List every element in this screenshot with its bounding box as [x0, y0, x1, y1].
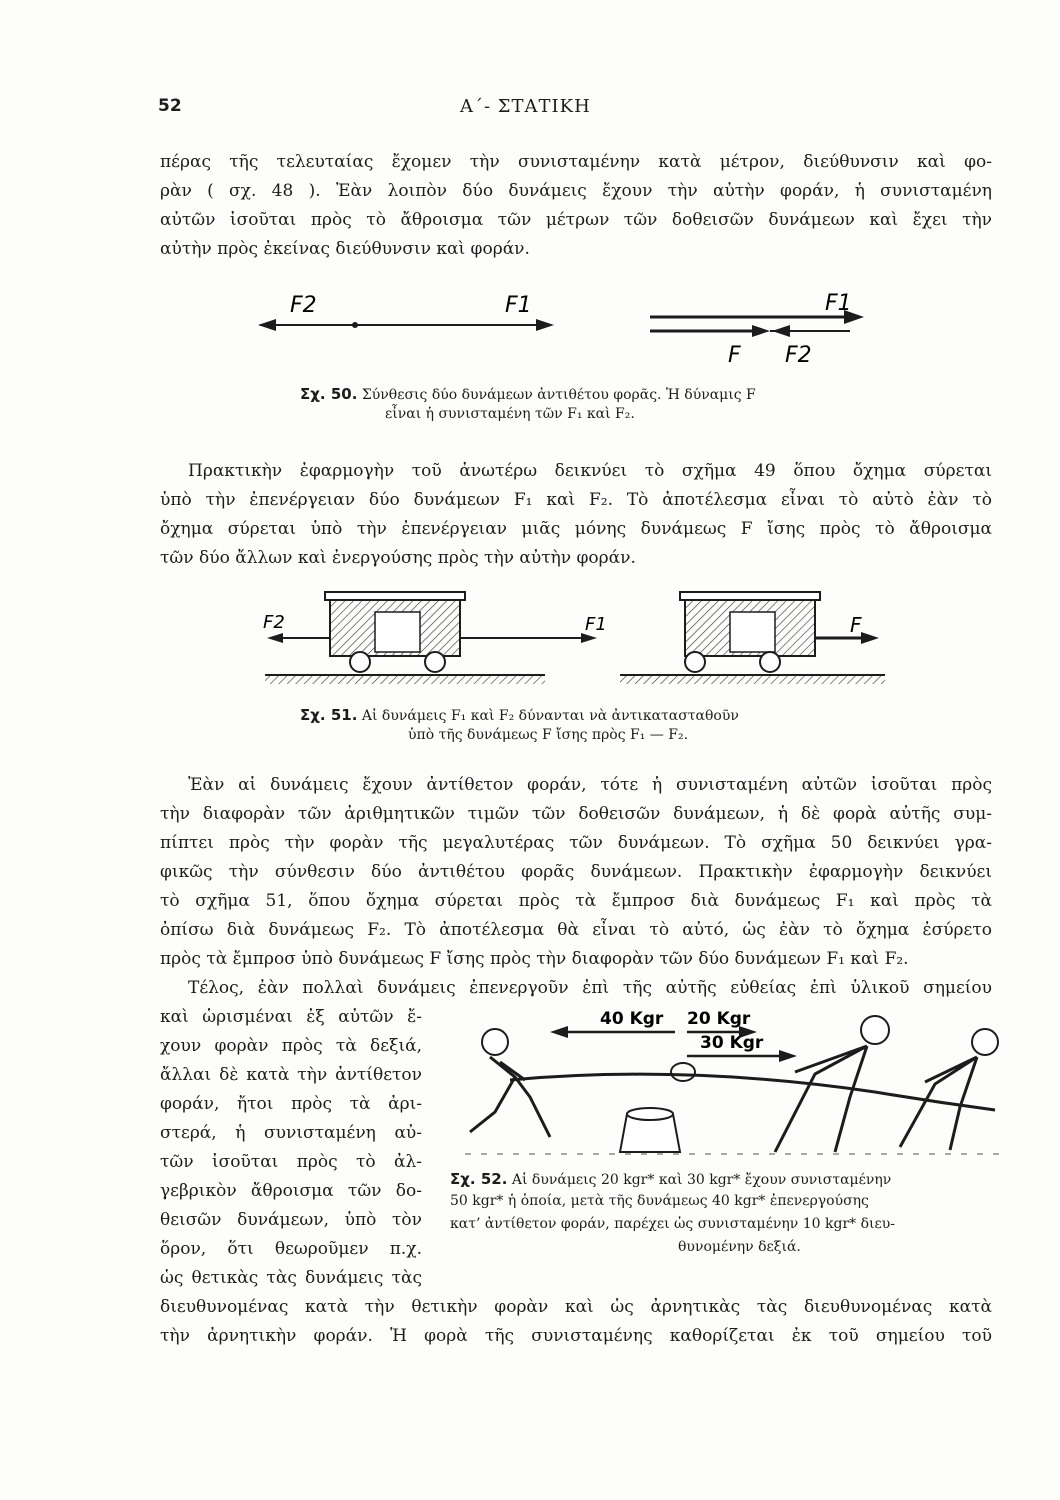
label-f2-right: F2	[785, 343, 812, 368]
text-line: ὄχημα σύρεται ὑπὸ τὴν ἐπενέργειαν μιᾶς μόνης δυνάμεως F ἴσης πρὸς τὸ ἄθροισμα	[160, 519, 992, 539]
wheel	[350, 652, 370, 672]
man-body	[775, 1046, 867, 1152]
boy-head	[972, 1029, 998, 1055]
text-line: ἄλλαι δὲ κατὰ τὴν ἀντίθετον	[160, 1065, 422, 1085]
caption-text: θυνομένην δεξιά.	[678, 1239, 801, 1255]
figure-50-caption	[300, 385, 756, 403]
label-f2-left: F2	[290, 293, 317, 318]
text-line: τῶν δύο ἄλλων καὶ ἐνεργούσης πρὸς τὴν αὐτὴν φοράν.	[160, 548, 636, 568]
wheel	[760, 652, 780, 672]
arrowhead-right	[536, 319, 554, 331]
text-line: αὐτῶν ἰσοῦται πρὸς τὸ ἄθροισμα τῶν μέτρων τῶν δοθεισῶν δυνάμεων καὶ ἔχει τὴν	[160, 210, 992, 230]
boy-body	[470, 1057, 550, 1137]
ground-hatch	[620, 676, 885, 684]
caption-text: κατ’ ἀντίθετον φοράν, παρέχει ὡς συνισταμένην 10 kgr* διευ-	[450, 1216, 896, 1232]
text-line: καὶ ὡρισμέναι ἐξ αὐτῶν ἔ-	[160, 1007, 422, 1027]
text-line: ὅρον, ὅτι θεωροῦμεν π.χ.	[160, 1239, 422, 1259]
label-f2: F2	[263, 612, 285, 633]
text-line: φικῶς τὴν σύνθεσιν δύο ἀντιθέτου φορᾶς δυνάμεων. Πρακτικὴν ἐφαρμογὴν δεικνύει	[160, 862, 992, 882]
text-line: ὑπὸ τὴν ἐπενέργειαν δύο δυνάμεων F₁ καὶ F₂. Τὸ ἀποτέλεσμα εἶναι τὸ αὐτὸ ἐὰν τὸ	[160, 490, 992, 510]
text-line: τὸ σχῆμα 51, ὅπου ὄχημα σύρεται πρὸς τὰ ἔμπροσ διὰ δυνάμεως F₁ καὶ πρὸς τὰ	[160, 891, 992, 911]
caption-text: Αἱ δυνάμεις F₁ καὶ F₂ δύνανται νὰ ἀντικατασταθοῦν	[361, 708, 739, 724]
arrowhead-f	[752, 325, 770, 337]
label-f: F	[850, 613, 862, 637]
label-f1-left: F1	[505, 293, 532, 318]
figure-50-diagram	[250, 280, 890, 380]
arrowhead-left	[258, 319, 276, 331]
text-line: ρὰν ( σχ. 48 ). Ἐὰν λοιπὸν δύο δυνάμεις ἔχουν τὴν αὐτὴν φοράν, ἡ συνισταμένη	[160, 181, 992, 201]
text-line: στερά, ἡ συνισταμένη αὐ-	[160, 1123, 422, 1143]
rope-knot	[671, 1063, 695, 1081]
text-line: φοράν, ἤτοι πρὸς τὰ ἀρι-	[160, 1094, 422, 1114]
arrowhead-f2	[267, 633, 283, 643]
man-head	[861, 1016, 889, 1044]
text-line: ὡς θετικὰς τὰς δυνάμεις τὰς	[160, 1268, 422, 1288]
text-line: Τέλος, ἐὰν πολλαὶ δυνάμεις ἐπενεργοῦν ἐπὶ τῆς αὐτῆς εὐθείας ἐπὶ ὑλικοῦ σημείου	[188, 978, 992, 998]
text-line: Πρακτικὴν ἐφαρμογὴν τοῦ ἀνωτέρω δεικνύει τὸ σχῆμα 49 ὅπου ὄχημα σύρεται	[188, 461, 992, 481]
label-force-30: 30 Kgr	[700, 1033, 764, 1053]
text-line: αὐτὴν πρὸς ἐκείνας διεύθυνσιν καὶ φοράν.	[160, 239, 530, 259]
text-line: πρὸς τὰ ἔμπροσ ὑπὸ δυνάμεως F ἴσης πρὸς τὴν διαφορὰν τῶν δύο δυνάμεων F₁ καὶ F₂.	[160, 949, 909, 969]
label-f-right: F	[728, 343, 741, 368]
text-line: πίπτει πρὸς τὴν φορὰν τῆς μεγαλυτέρας τῶν δυνάμεων. Τὸ σχῆμα 50 δεικνύει γρα-	[160, 833, 992, 853]
figure-52-illustration	[455, 1002, 1015, 1162]
cart-door	[375, 612, 420, 652]
point-dot	[352, 322, 358, 328]
text-line: γεβρικὸν ἄθροισμα τῶν δο-	[160, 1181, 422, 1201]
boy-head	[482, 1029, 508, 1055]
caption-text: εἶναι ἡ συνισταμένη τῶν F₁ καὶ F₂.	[385, 406, 635, 422]
figure-52-caption	[450, 1170, 891, 1188]
cart-door	[730, 612, 775, 652]
cart-roof	[325, 592, 465, 600]
label-f1-right: F1	[825, 291, 852, 316]
text-line: τὴν ἀρνητικὴν φοράν. Ἡ φορὰ τῆς συνισταμένης καθορίζεται ἐκ τοῦ σημείου τοῦ	[160, 1326, 992, 1346]
ground-hatch	[265, 676, 545, 684]
figure-51-diagram	[255, 580, 895, 695]
text-line: ὀπίσω διὰ δυνάμεως F₂. Τὸ ἀποτέλεσμα θὰ εἶναι τὸ αὐτό, ὡς ἐὰν τὸ ὄχημα ἐσύρετο	[160, 920, 992, 940]
arrowhead-left	[550, 1026, 568, 1038]
label-force-40: 40 Kgr	[600, 1009, 664, 1029]
caption-number: Σχ. 52.	[450, 1170, 508, 1188]
text-line: διευθυνομένας κατὰ τὴν θετικὴν φορὰν καὶ ὡς ἀρνητικὰς τὰς διευθυνομένας κατὰ	[160, 1297, 992, 1317]
caption-text: ὑπὸ τῆς δυνάμεως F ἴσης πρὸς F₁ — F₂.	[408, 727, 689, 743]
text-line: πέρας τῆς τελευταίας ἔχομεν τὴν συνισταμένην κατὰ μέτρον, διεύθυνσιν καὶ φο-	[160, 152, 992, 172]
text-line: χουν φορὰν πρὸς τὰ δεξιά,	[160, 1036, 422, 1056]
figure-51-caption	[300, 706, 739, 724]
caption-text: Αἱ δυνάμεις 20 kgr* καὶ 30 kgr* ἔχουν συνισταμένην	[511, 1172, 892, 1188]
caption-number: Σχ. 51.	[300, 706, 358, 724]
label-force-20: 20 Kgr	[687, 1009, 751, 1029]
cart-roof	[680, 592, 820, 600]
wheel	[425, 652, 445, 672]
caption-text: Σύνθεσις δύο δυνάμεων ἀντιθέτου φορᾶς. Ἡ δύναμις F	[361, 387, 756, 403]
caption-number: Σχ. 50.	[300, 385, 358, 403]
text-line: θεισῶν δυνάμεων, ὑπὸ τὸν	[160, 1210, 422, 1230]
running-header-title: Α΄- ΣΤΑΤΙΚΗ	[460, 96, 591, 117]
text-line: τὴν διαφορὰν τῶν ἀριθμητικῶν τιμῶν τῶν δοθεισῶν δυνάμεων, ἡ δὲ φορὰ αὐτῆς συμ-	[160, 804, 992, 824]
caption-text: 50 kgr* ἡ ὁποία, μετὰ τῆς δυνάμεως 40 kgr* ἐπενεργούσης	[450, 1193, 869, 1209]
label-f1: F1	[585, 614, 607, 635]
arrowhead-f2	[772, 325, 790, 337]
arrowhead-right	[779, 1050, 797, 1062]
text-line: Ἐὰν αἱ δυνάμεις ἔχουν ἀντίθετον φοράν, τότε ἡ συνισταμένη αὐτῶν ἰσοῦται πρὸς	[188, 775, 992, 795]
arrowhead-f	[861, 632, 879, 644]
page-number: 52	[158, 96, 182, 116]
text-line: τῶν ἰσοῦται πρὸς τὸ ἀλ-	[160, 1152, 422, 1172]
wheel	[685, 652, 705, 672]
stump-top	[627, 1108, 673, 1120]
